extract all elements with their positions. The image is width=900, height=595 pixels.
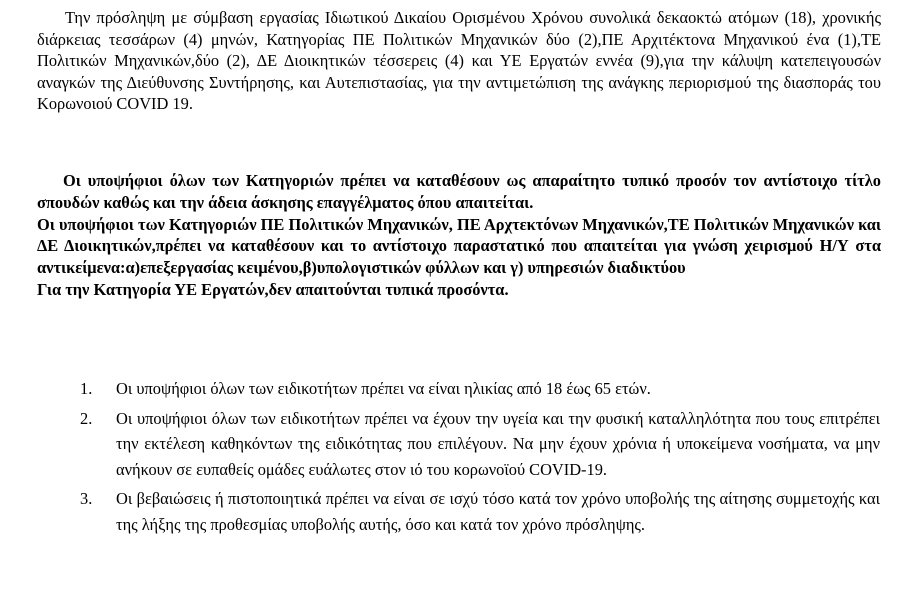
list-item-number: 3. <box>80 489 93 509</box>
requirements-block <box>37 170 881 301</box>
numbered-list <box>80 376 880 542</box>
requirement-paragraph: Οι υποψήφιοι των Κατηγοριών ΠΕ Πολιτικών Μηχανικών, ΠΕ Αρχτεκτόνων Μηχανικών,ΤΕ Πολιτικών Μηχανικών και ΔΕ Διοικητικών,πρέπει να καταθέσουν και το αντίστοιχο παραστατικό που απαιτείται για γνώση χειρισμού Η/Υ στα αντικείμενα:α)επεξεργασίας κειμένου,β)υπολογιστικών φύλλων και γ) υπηρεσιών διαδικτύου <box>37 214 881 278</box>
list-item-number: 1. <box>80 379 93 398</box>
list-item <box>80 376 880 402</box>
list-item-text: Οι βεβαιώσεις ή πιστοποιητικά πρέπει να είναι σε ισχύ τόσο κατά τον χρόνο υποβολής της αίτησης συμμετοχής και της λήξης της προθεσμίας υποβολής αυτής, όσο και κατά τον χρόνο πρόσληψης. <box>116 489 880 534</box>
list-item-text: Οι υποψήφιοι όλων των ειδικοτήτων πρέπει να είναι ηλικίας από 18 έως 65 ετών. <box>116 379 651 398</box>
list-item-text: Οι υποψήφιοι όλων των ειδικοτήτων πρέπει να έχουν την υγεία και την φυσική καταλληλότητα που τους επιτρέπει την εκτέλεση καθηκόντων της ειδικότητας που επιλέγουν. Να μην έχουν χρόνια ή υποκείμενα νοσήματα, να μην ανήκουν σε ευπαθείς ομάδες ευάλωτες στον ιό του κορωνοϊού COVID-19. <box>116 408 880 479</box>
requirement-paragraph: Οι υποψήφιοι όλων των Κατηγοριών πρέπει να καταθέσουν ως απαραίτητο τυπικό προσόν τον αντίστοιχο τίτλο σπουδών καθώς και την άδεια άσκησης επαγγέλματος όπου απαιτείται. <box>37 171 881 212</box>
list-item <box>80 406 880 483</box>
intro-paragraph: Την πρόσληψη με σύμβαση εργασίας Ιδιωτικού Δικαίου Ορισμένου Χρόνου συνολικά δεκαοκτώ ατόμων (18), χρονικής διάρκειας τεσσάρων (4) μηνών, Κατηγορίας ΠΕ Πολιτικών Μηχανικών δύο (2),ΠΕ Αρχιτέκτονα Μηχανικού ένα (1),ΤΕ Πολιτικών Μηχανικών,δύο (2), ΔΕ Διοικητικών τέσσερεις (4) και ΥΕ Εργατών εννέα (9),για την κάλυψη κατεπειγουσών αναγκών της Διεύθυνσης Συντήρησης, και Αυτεπιστασίας, για την αντιμετώπιση της ανάγκης περιορισμού της διασποράς του Κορωνοιού COVID 19. <box>37 8 881 114</box>
requirement-paragraph: Για την Κατηγορία ΥΕ Εργατών,δεν απαιτούνται τυπικά προσόντα. <box>37 279 509 299</box>
list-item-number: 2. <box>80 408 93 428</box>
list-item <box>80 486 880 537</box>
